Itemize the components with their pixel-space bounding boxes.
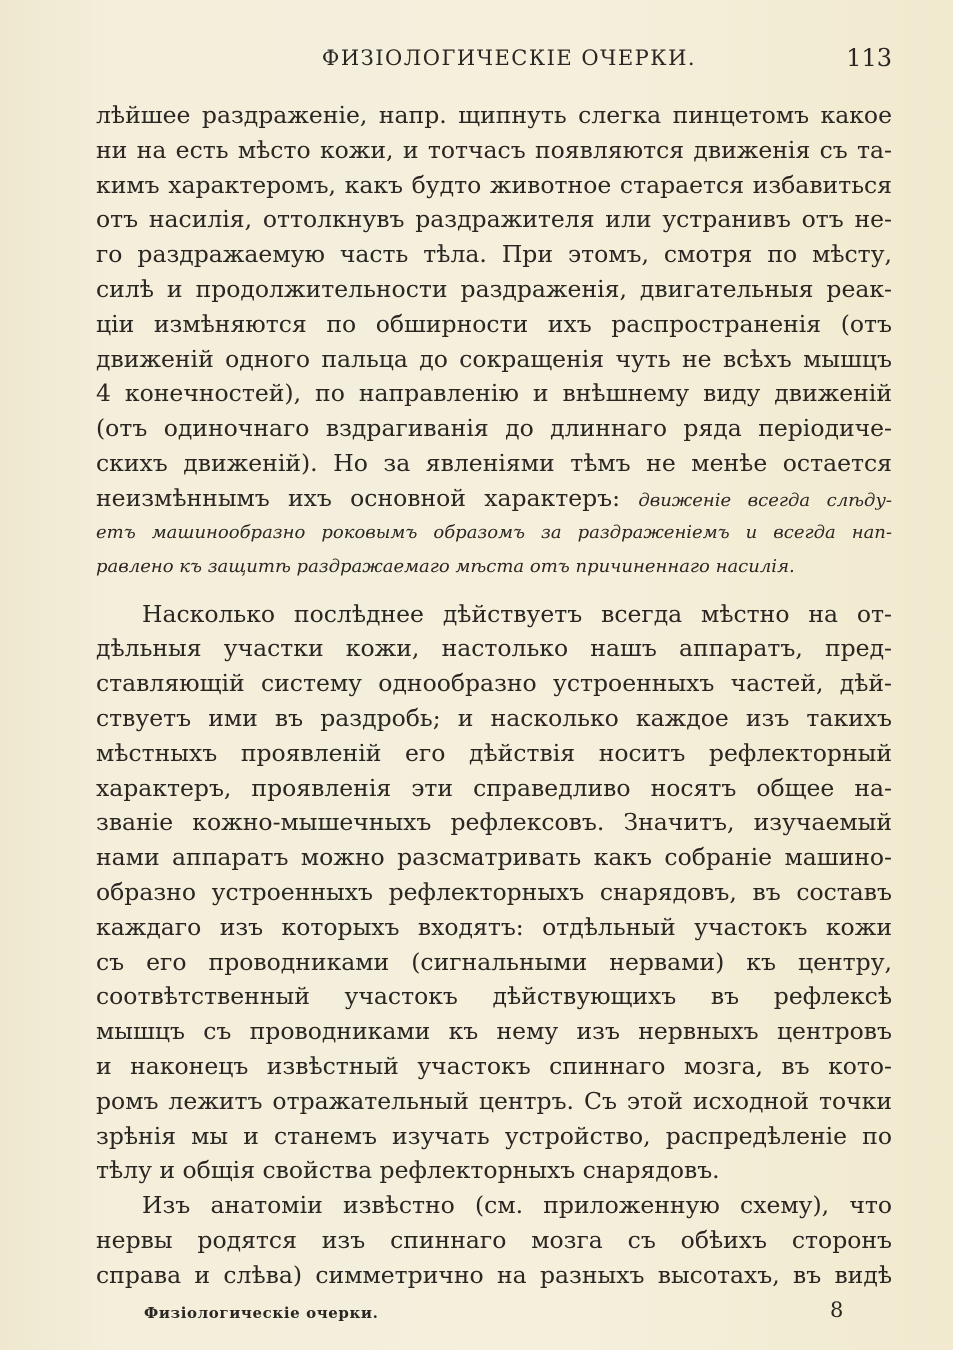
text-line: Насколько послѣднее дѣйствуетъ всегда мѣстно на от- xyxy=(142,599,892,628)
text-line: характеръ, проявленія эти справедливо носятъ общее на- xyxy=(96,773,892,802)
text-line: образно устроенныхъ рефлекторныхъ снарядовъ, въ составъ xyxy=(96,877,892,906)
footer xyxy=(144,1298,844,1328)
text-line: нами аппаратъ можно разсматривать какъ собраніе машино- xyxy=(96,843,892,872)
text-line: ни на есть мѣсто кожи, и тотчасъ появляются движенія съ та- xyxy=(96,135,892,164)
text-line: соотвѣтственный участокъ дѣйствующихъ въ рефлексѣ xyxy=(96,982,892,1011)
printer-signature: Физіологическіе очерки. xyxy=(144,1304,379,1322)
text-line-mixed xyxy=(96,481,892,516)
text-line: мѣстныхъ проявленій его дѣйствія носитъ рефлекторный xyxy=(96,738,892,767)
page-number: 113 xyxy=(846,44,892,72)
signature-number: 8 xyxy=(830,1298,844,1322)
text-line: нервы родятся изъ спиннаго мозга съ обѣихъ сторонъ xyxy=(96,1225,892,1254)
text-line: тѣлу и общія свойства рефлекторныхъ снарядовъ. xyxy=(96,1156,720,1185)
text-line: лѣйшее раздраженіе, напр. щипнуть слегка пинцетомъ какое xyxy=(96,101,892,129)
text-line: скихъ движеній). Но за явленіями тѣмъ не менѣе остается xyxy=(96,448,892,477)
emphasis-line: равлено къ защитѣ раздражаемаго мѣста отъ причиненнаго насилія. xyxy=(96,556,795,578)
body-text xyxy=(96,98,892,1293)
text-line: справа и слѣва) симметрично на разныхъ высотахъ, въ видѣ xyxy=(96,1260,892,1289)
emphasis-line: етъ машинообразно роковымъ образомъ за раздраженіемъ и всегда нап- xyxy=(96,521,892,543)
text-line: 4 конечностей), по направленію и внѣшнему виду движеній xyxy=(96,379,892,408)
text-line: движеній одного пальца до сокращенія чуть не всѣхъ мышцъ xyxy=(96,344,892,373)
text-line: ромъ лежитъ отражательный центръ. Съ этой исходной точки xyxy=(96,1086,892,1115)
running-title: ФИЗІОЛОГИЧЕСКІЕ ОЧЕРКИ. xyxy=(321,46,697,70)
text-line: мышцъ съ проводниками къ нему изъ нервныхъ центровъ xyxy=(96,1017,892,1046)
text-line: и наконецъ извѣстный участокъ спиннаго мозга, въ кото- xyxy=(96,1051,892,1080)
text-line: званіе кожно-мышечныхъ рефлексовъ. Значитъ, изучаемый xyxy=(96,808,892,837)
emphasis-segment: движеніе всегда слѣду- xyxy=(638,489,892,511)
text-line: ціи измѣняются по обширности ихъ распространенія (отъ xyxy=(96,309,892,338)
text-line: съ его проводниками (сигнальными нервами) къ центру, xyxy=(96,947,892,976)
running-head xyxy=(96,44,892,76)
text-line: силѣ и продолжительности раздраженія, двигательныя реак- xyxy=(96,274,892,303)
text-segment: неизмѣннымъ ихъ основной характеръ: xyxy=(96,483,639,512)
text-line: дѣльныя участки кожи, настолько нашъ аппаратъ, пред- xyxy=(96,634,892,663)
text-line: го раздражаемую часть тѣла. При этомъ, смотря по мѣсту, xyxy=(96,240,892,269)
text-line: (отъ одиночнаго вздрагиванія до длиннаго ряда періодиче- xyxy=(96,414,892,443)
text-line: ставляющій систему однообразно устроенныхъ частей, дѣй- xyxy=(96,669,892,698)
text-line: каждаго изъ которыхъ входятъ: отдѣльный участокъ кожи xyxy=(96,912,892,941)
text-line: Изъ анатоміи извѣстно (см. приложенную схему), что xyxy=(142,1191,892,1220)
text-line: ствуетъ ими въ раздробь; и насколько каждое изъ такихъ xyxy=(96,703,892,732)
text-line: отъ насилія, оттолкнувъ раздражителя или устранивъ отъ не- xyxy=(96,205,892,234)
text-line: кимъ характеромъ, какъ будто животное старается избавиться xyxy=(96,170,892,199)
paragraph-gap xyxy=(96,585,892,597)
text-line: зрѣнія мы и станемъ изучать устройство, распредѣленіе по xyxy=(96,1121,892,1150)
